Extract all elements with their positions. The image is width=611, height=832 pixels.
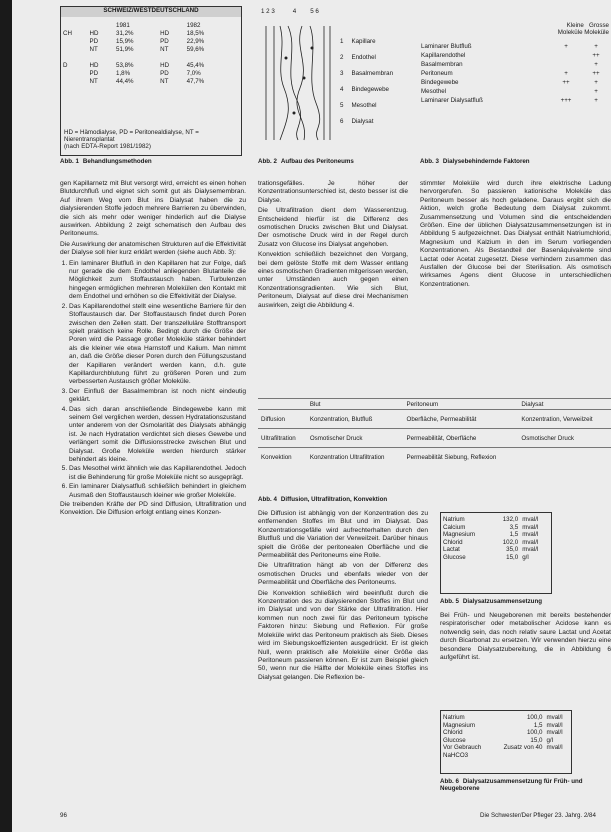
table-cell: 100,0	[526, 729, 543, 737]
table-cell: 31,2%	[116, 29, 134, 37]
layer-number: 1 2 3	[261, 8, 275, 15]
table-head-cell	[258, 399, 307, 410]
table-cell: 51,9%	[116, 45, 134, 53]
caption-3: Abb. 3 Dialysebehindernde Faktoren	[420, 158, 530, 165]
table-cell: ++	[592, 70, 600, 77]
column-2-text: trationsgefälles. Je höher der Konzentrationsunterschied ist, desto besser ist die Dialyse. Die Ultrafiltration dient dem Wasserentzug. Entscheidend hierfür ist die Differenz des osmotischen Drucks zwischen Blut und Dialysat. Der osmotische Druck wird in der Regel durch Zusatz von Glucose ins Dialysat angehoben. Konvektion schließlich bezeichnet den Vorgang, bei dem gelöste Stoffe mit dem Wasser entlang eines osmotischen Gradienten mitgerissen werden, unter Umständen auch gegen einen Konzentrationsgradienten. Wie sich Blut, Peritoneum, Dialysat auf diese drei Mechanismen auswirken, zeigt die Abbildung 4.	[258, 180, 408, 309]
legend-item	[340, 118, 400, 134]
table-cell: PD	[160, 37, 169, 45]
table-row	[420, 60, 611, 69]
legend-number: 3	[340, 70, 344, 77]
table-cell: Zusatz von 40	[503, 744, 543, 752]
table-head-cell: Dialysat	[518, 399, 611, 410]
column-3-text: stimmter Moleküle wird durch ihre elektrische Ladung hervorgerufen. So passieren kationische Moleküle das Peritoneum besser als hoch geladene. Daraus ergibt sich die Aktion, welch große Bedeutung dem Dialysat zukommt. Zusammensetzung und Volumen sind die entscheidenden Größen. Eine der üblichen Dialysatzusammensetzungen ist in Abbildung 5 aufgezeichnet. Das Dialysat enthält Natriumchlorid, Magnesium und Kalzium in den im Serum vorliegenden Konzentrationen. Als Bestandteil der Basenäquivalente sind Lactat oder Acetat zugesetzt. Diese verhindern zusammen das Ausfallen der Glucose bei der Sterilisation. Als osmotisch wirksames Agens dient Glucose in unterschiedlichen Konzentrationen.	[420, 180, 611, 288]
table-head-cell: Blut	[307, 399, 404, 410]
table-cell: Calcium	[443, 523, 466, 531]
column-2-lower-text: Die Diffusion ist abhängig von der Konzentration des zu entfernenden Stoffes im Blut und im Dialysat. Das Konzentrationsgefälle wird aufrechterhalten durch den Blutfluß und die Variation der Verweilzeit. Darüber hinaus spielt die Größe der peritonealen Oberfläche und die Permeabilität des Peritoneums eine Rolle. Die Ultrafiltration hängt ab von der Differenz des osmotischen Drucks und ebenfalls wieder von der Permeabilität und Oberfläche des Peritoneums. Die Konvektion schließlich wird beeinflußt durch die Konzentration des zu dialysierenden Stoffes im Blut und im Dialysat und von der Stärke der Ultrafiltration. Hier kommen nun noch zwei für das Peritoneum typische Faktoren hinzu: Siebung und Reflexion. Für große Moleküle wirkt das Peritoneum praktisch als Sieb. Dieses wird im Siebungskoeffizienten ausgedrückt. Er ist gleich Null, wenn praktisch alle Moleküle einer Größe das Peritoneum passieren können. Er ist zum Beispiel gleich 50, wenn nur die Hälfte der Moleküle eines Stoffes ins Dialysat gelangen. Die Reflexion be-	[258, 510, 428, 681]
table-cell: 1,5	[509, 531, 519, 539]
legend-item	[340, 38, 400, 54]
table-diffusion	[258, 398, 611, 466]
table-cell: Natrium	[443, 714, 465, 722]
table-cell: 35,0	[506, 546, 519, 554]
table-cell	[551, 60, 581, 69]
table-cell: mval/l	[546, 729, 563, 737]
layer-number: 5 6	[310, 8, 319, 15]
legend-label: Basalmembran	[351, 70, 394, 77]
table-cell: 3,5	[509, 523, 519, 531]
table-cell: +	[594, 97, 598, 104]
table-row	[441, 524, 549, 532]
table-cell: Magnesium	[443, 531, 475, 539]
table-cell: Chlorid	[443, 729, 463, 737]
table-cell: 1,5	[533, 721, 543, 729]
table-cell: Osmotischer Druck	[307, 429, 404, 448]
legend-item	[340, 86, 400, 102]
legend-label: Endothel	[351, 54, 376, 61]
table-cell: Diffusion	[258, 410, 307, 429]
table-cell: mval/l	[522, 523, 539, 531]
table-cell: mval/l	[522, 516, 539, 524]
table-cell: 59,6%	[186, 45, 205, 53]
factor-list	[60, 260, 246, 500]
table-cell: Peritoneum	[421, 70, 453, 77]
table-cell: Konzentration, Verweilzeit	[518, 410, 611, 429]
table-cell: 18,5%	[186, 29, 205, 37]
table-row	[61, 77, 237, 85]
table-dialysatzusammensetzung	[440, 512, 552, 594]
table-row	[441, 722, 569, 730]
legend-number: 4	[340, 86, 344, 93]
table-cell: mval/l	[522, 531, 539, 539]
table-row	[420, 69, 611, 78]
table-cell: Kapillarendothel	[421, 52, 466, 59]
table-cell: NaHCO3	[443, 751, 469, 759]
diagram-legend	[340, 38, 400, 134]
table-cell: PD	[160, 69, 169, 77]
table-5-grid	[441, 516, 549, 561]
table-cell: +	[594, 88, 598, 95]
caption-2: Abb. 2 Aufbau des Peritoneums	[258, 158, 354, 165]
table-1-header: SCHWEIZ/WESTDEUTSCHLAND	[61, 7, 241, 17]
table-cell	[551, 87, 581, 96]
table-cell: Osmotischer Druck	[518, 429, 611, 448]
table-cell: Permeabilität Siebung, Reflexion	[404, 448, 519, 467]
caption-6: Abb. 6 Dialysatzusammensetzung für Früh- und Neugeborene	[440, 778, 583, 792]
table-cell: 22,9%	[186, 37, 205, 45]
table-cell: g/l	[522, 553, 529, 561]
table-1-year-cell: 1981	[116, 21, 130, 29]
table-cell: 44,4%	[116, 77, 134, 85]
table-cell: +++	[560, 97, 572, 104]
page-number: 96	[60, 812, 67, 819]
table-row	[258, 448, 611, 467]
table-row	[441, 744, 569, 752]
table-cell	[158, 53, 185, 61]
legend-label: Kapillare	[351, 38, 376, 45]
caption-1: Abb. 1 Behandlungsmethoden	[60, 158, 152, 165]
table-cell: Chlorid	[443, 538, 463, 546]
table-row	[61, 45, 237, 53]
table-row	[61, 37, 237, 45]
table-row	[441, 714, 569, 722]
table-cell: Magnesium	[443, 721, 475, 729]
table-cell: 132,0	[502, 516, 519, 524]
legend-item	[340, 54, 400, 70]
legend-item	[340, 102, 400, 118]
table-cell: NT	[160, 77, 169, 85]
scan-edge	[0, 0, 12, 832]
table-3-head: Kleine Grosse Moleküle Moleküle	[557, 22, 609, 36]
table-row	[420, 51, 611, 60]
table-cell: D	[63, 61, 68, 69]
list-item: 4. Das sich daran anschließende Bindegewebe kann mit seinem Gel verglichen werden, dessen Hydratationszustand unter anderem von der Osmolarität des Dialysats abhängig ist. Je nach Hydratation verdichtet sich dieses Gewebe und verlängert somit die Diffusionsstrecke zwischen Blut und Dialysat. Große Moleküle werden hierdurch stärker behindert als kleine.	[69, 406, 246, 465]
table-cell: ++	[592, 52, 600, 59]
table-1-year-cell: 1982	[186, 21, 201, 29]
table-cell: 45,4%	[186, 61, 205, 69]
table-4-head-row	[258, 399, 611, 410]
table-cell	[61, 69, 88, 77]
table-row	[441, 729, 569, 737]
table-cell: Ultrafiltration	[258, 429, 307, 448]
table-cell: Laminarer Blutfluß	[421, 43, 472, 50]
table-cell: PD	[89, 37, 99, 45]
table-row	[441, 516, 549, 524]
table-cell	[61, 53, 88, 61]
table-cell: HD	[89, 29, 99, 37]
diagram-layer-numbers	[261, 8, 341, 15]
table-row	[61, 69, 237, 77]
journal-reference: Die Schwester/Der Pfleger 23. Jahrg. 2/84	[480, 812, 596, 819]
table-cell: 15,0	[530, 736, 543, 744]
table-cell: Permeabilität, Oberfläche	[404, 429, 519, 448]
table-cell: NT	[160, 45, 169, 53]
table-cell	[114, 53, 158, 61]
table-cell: CH	[63, 29, 72, 37]
table-cell: Glucose	[443, 553, 466, 561]
table-cell: HD	[89, 61, 99, 69]
table-cell	[551, 51, 581, 60]
table-row	[441, 554, 549, 562]
table-cell	[185, 53, 229, 61]
legend-number: 6	[340, 118, 344, 125]
table-4-grid	[258, 398, 611, 466]
legend-label: Dialysat	[351, 118, 374, 125]
table-cell: mval/l	[522, 538, 539, 546]
table-row	[420, 96, 611, 105]
table-neugeborene	[440, 710, 572, 774]
caption-5: Abb. 5 Dialysatzusammensetzung	[440, 598, 543, 605]
table-cell: Konvektion	[258, 448, 307, 467]
table-cell: Konzentration Ultrafiltration	[307, 448, 404, 467]
table-row	[441, 737, 569, 745]
table-row	[258, 410, 611, 429]
table-cell: Laminarer Dialysatfluß	[421, 97, 483, 104]
table-row	[441, 539, 549, 547]
table-1-year-cell	[88, 21, 115, 29]
table-cell: g/l	[546, 736, 553, 744]
table-1-legend: HD = Hämodialyse, PD = Peritonealdialyse, NT = Nierentransplantat (nach EDTA-Report 1981/1982)	[64, 129, 199, 150]
layer-number: 4	[292, 8, 297, 15]
legend-item	[340, 70, 400, 86]
table-cell: HD	[160, 61, 170, 69]
table-cell	[61, 45, 88, 53]
column-3-lower-text: Bei Früh- und Neugeborenen mit bereits bestehender respiratorischer oder metabolischer Acidose kann es notwendig sein, das noch relativ saure Lactat und Acetat durch Bicarbonat zu ersetzen. Wir verwenden hierzu eine besondere Dialysatzubereitung, die in Abbildung 6 aufgeführt ist.	[440, 612, 611, 662]
table-cell	[518, 448, 611, 467]
table-row	[420, 42, 611, 51]
table-row	[61, 61, 237, 69]
legend-number: 1	[340, 38, 344, 45]
table-cell: HD	[160, 29, 170, 37]
table-cell: 100,0	[526, 714, 543, 722]
legend-number: 5	[340, 102, 344, 109]
table-cell: 7,0%	[186, 69, 201, 77]
table-cell: 47,7%	[186, 77, 205, 85]
table-row	[441, 752, 569, 760]
table-1-year-cell	[61, 21, 88, 29]
table-cell: +	[564, 70, 568, 77]
table-cell: ++	[562, 79, 570, 86]
list-item: 2. Das Kapillarendothel stellt eine wesentliche Barriere für den Stoffaustausch dar. Der Stoffaustausch findet durch Poren zwischen den Zellen statt. Der transzelluläre Stofftransport spielt praktisch keine Rolle. Bedingt durch die Größe der Poren wird die Passage großer Moleküle stärker behindert als die kleiner wie etwa Harnstoff und Kalium. Man nimmt an, daß die Größe dieser Poren durch den Füllungszustand der Kapillaren verändert werden kann, d.h. gute Kapillardurchblutung führt zu größeren Poren und zum verbesserten Austausch größer Moleküle.	[69, 303, 246, 387]
table-cell: Vor Gebrauch	[443, 744, 482, 752]
table-head-cell: Peritoneum	[404, 399, 519, 410]
table-cell: NT	[89, 45, 98, 53]
list-item: 1. Ein laminarer Blutfluß in den Kapillaren hat zur Folge, daß nur gerade die dem Endothel anliegenden Blutanteile die Möglichkeit zum Stoffaustausch haben. Turbulenzen hingegen ermöglichen mehreren Molekülen den Kontakt mit dem Endothel und erhöhen so die Effektivität der Dialyse.	[69, 260, 246, 302]
list-item: 5. Das Mesothel wirkt ähnlich wie das Kapillarendothel. Jedoch ist die Behinderung für große Moleküle nicht so ausgeprägt.	[69, 465, 246, 482]
table-cell: Lactat	[443, 546, 460, 554]
legend-label: Mesothel	[351, 102, 377, 109]
table-6-grid	[441, 714, 569, 759]
table-cell: mval/l	[546, 714, 563, 722]
table-behandlung	[60, 6, 242, 156]
list-item: 6. Ein laminarer Dialysatfluß schließlich behindert in gleichem Ausmaß den Stoffaustausch kleiner wie großer Moleküle.	[69, 483, 246, 500]
caption-4: Abb. 4 Diffusion, Ultrafiltration, Konvektion	[258, 496, 388, 503]
table-1-grid	[61, 21, 237, 85]
table-cell: Bindegewebe	[421, 79, 459, 86]
legend-label: Bindegewebe	[351, 86, 389, 93]
table-cell: 53,8%	[116, 61, 134, 69]
table-row	[420, 78, 611, 87]
table-cell: Mesothel	[421, 88, 447, 95]
table-cell: NT	[89, 77, 98, 85]
table-cell	[88, 53, 115, 61]
table-row	[258, 429, 611, 448]
table-1-year-cell	[158, 21, 185, 29]
table-cell: 1,8%	[116, 69, 131, 77]
table-row	[420, 87, 611, 96]
table-cell	[61, 77, 88, 85]
list-item: 3. Der Einfluß der Basalmembran ist noch nicht eindeutig geklärt.	[69, 388, 246, 405]
table-cell: +	[564, 43, 568, 50]
table-cell	[61, 37, 88, 45]
table-cell: PD	[89, 69, 99, 77]
table-dialysebehindernde-faktoren	[420, 22, 611, 105]
table-cell: mval/l	[546, 744, 563, 752]
table-cell: +	[594, 61, 598, 68]
table-cell: Basalmembran	[421, 61, 463, 68]
legend-number: 2	[340, 54, 344, 61]
table-cell: +	[594, 79, 598, 86]
table-cell: Oberfläche, Permeabilität	[404, 410, 519, 429]
table-cell: 102,0	[502, 538, 519, 546]
table-row	[441, 531, 549, 539]
table-cell: Glucose	[443, 736, 466, 744]
table-cell	[544, 752, 569, 760]
table-row	[61, 29, 237, 37]
table-row	[441, 546, 549, 554]
column-1-text: gen Kapillarnetz mit Blut versorgt wird, erreicht es einen hohen Blutdurchfluß und eignet sich somit gut als Dialysemembran. Auf ihrem Weg vom Blut ins Dialysat haben die zu dialysierenden Stoffe jedoch mehrere Barrieren zu überwinden, die sich als mehr oder weniger hinderlich auf die Dialyse auswirken. Abbildung 2 zeigt schematisch den Aufbau des Peritoneums. Die Auswirkung der anatomischen Strukturen auf die Effektivität der Dialyse soll hier kurz erklärt werden (siehe auch Abb. 3): 1. Ein laminarer Blutfluß in den Kapillaren hat zur Folge, daß nur gerade die dem Endothel anliegenden Blutanteile die Möglichkeit zum Stoffaustausch haben. Turbulenzen hingegen ermöglichen mehreren Molekülen den Kontakt mit dem Endothel und erhöhen so die Effektivität der Dialyse. 2. Das Kapillarendothel stellt eine wesentliche Barriere für den Stoffaustausch dar. Der Stoffaustausch findet durch Poren zwischen den Zellen statt. Der transzelluläre Stofftransport spielt praktisch keine Rolle. Bedingt durch die Größe der Poren wird die Passage großer Moleküle stärker behindert als die kleiner wie etwa Harnstoff und Kalium. Man nimmt an, daß die Größe dieser Poren durch den Füllungszustand der Kapillaren verändert werden kann, d.h. gute Kapillardurchblutung führt zu größeren Poren und zum verbesserten Austausch größer Moleküle. 3. Der Einfluß der Basalmembran ist noch nicht eindeutig geklärt. 4. Das sich daran anschließende Bindegewebe kann mit seinem Gel verglichen werden, dessen Hydratationszustand unter anderem von der Osmolarität des Dialysats abhängig ist. Je nach Hydratation verdichtet sich dieses Gewebe und verlängert somit die Diffusionsstrecke zwischen Blut und Dialysat. Große Moleküle werden hierdurch stärker behindert als kleine. 5. Das Mesothel wirkt ähnlich wie das Kapillarendothel. Jedoch ist die Behinderung für große Moleküle nicht so ausgeprägt. 6. Ein laminarer Dialysatfluß schließlich behindert in gleichem Ausmaß den Stoffaustausch kleiner wie großer Moleküle. Die treibenden Kräfte der PD sind Diffusion, Ultrafiltration und Konvektion. Die Diffusion erfolgt entlang eines Konzen-	[60, 180, 246, 520]
table-cell	[492, 752, 544, 760]
table-cell: 15,9%	[116, 37, 134, 45]
table-cell: mval/l	[546, 721, 563, 729]
table-cell: Konzentration, Blutfluß	[307, 410, 404, 429]
table-cell: 15,0	[506, 553, 519, 561]
table-cell: mval/l	[522, 546, 539, 554]
table-1-year-row	[61, 21, 237, 29]
table-3-grid	[420, 42, 611, 105]
table-row	[61, 53, 237, 61]
table-1-year-cell	[229, 21, 237, 29]
table-cell: +	[594, 43, 598, 50]
table-cell: Natrium	[443, 516, 465, 524]
